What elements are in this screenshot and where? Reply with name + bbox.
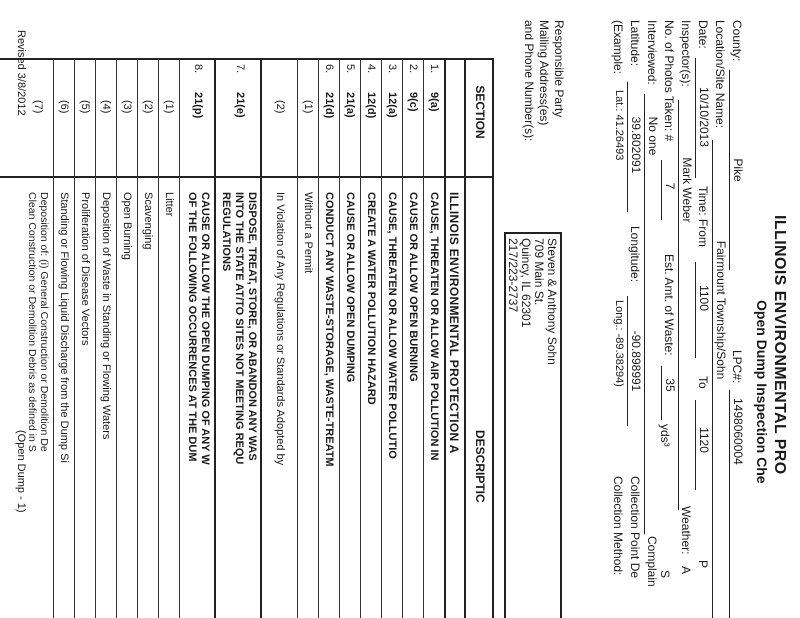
row-number: 1. [428, 64, 440, 74]
date-label: Date: [696, 20, 710, 49]
county-label: County: [730, 20, 744, 62]
location-label: Location/Site Name: [713, 20, 727, 129]
party-name: Steven & Anthony Sohn [545, 238, 559, 365]
party-label: Responsible Party [552, 20, 566, 118]
row-description: REGULATIONS [220, 192, 232, 272]
lpc-label: LPC#: [730, 350, 744, 384]
longitude-value: -90.898991 [629, 330, 643, 392]
waste-label: Est. Amt. of Waste: [662, 254, 676, 356]
interviewed-label: Interviewed: [645, 20, 659, 85]
party-phone: 217/223-2737 [506, 238, 520, 313]
section-column-header: SECTION [473, 85, 487, 139]
time-to-value: 1120 [697, 427, 711, 453]
row-description: Open Burning [121, 192, 133, 260]
row-subsection: (5) [79, 100, 91, 114]
row-description: CAUSE, THREATEN OR ALLOW AIR POLLUTION IN [428, 192, 440, 461]
row-section: 21(e) [234, 92, 246, 118]
example-long: Long.: -89.38294) [613, 300, 625, 387]
row-number: 2. [407, 64, 419, 74]
mailing-label: Mailing Address(es) [537, 20, 551, 126]
collection-point-label: Collection Point De [628, 476, 642, 579]
form-id: (Open Dump - 1) [15, 430, 27, 513]
time-from-value: 1100 [697, 285, 711, 311]
row-number: 4. [365, 64, 377, 74]
latitude-label: Latitude: [628, 20, 642, 67]
s-fragment: S [658, 570, 672, 579]
row-description: Deposition of: (i) General Construction or Demolition De [38, 192, 50, 452]
row-description: CONDUCT ANY WASTE-STORAGE, WASTE-TREATM [323, 192, 335, 467]
row-number: 5. [344, 64, 356, 74]
inspector-value: Mark Weber [680, 157, 694, 223]
row-description: Proliferation of Disease Vectors [79, 192, 91, 346]
interviewed-value: No one [646, 116, 660, 156]
county-value: Pike [731, 158, 745, 182]
row-subsection: (3) [121, 100, 133, 114]
time-from-label: Time: From [696, 186, 710, 247]
row-description: Standing or Flowing Liquid Discharge from the Dump Si [58, 192, 70, 463]
party-city: Quincy, IL 62301 [519, 238, 533, 328]
row-subsection: (4) [100, 100, 112, 114]
row-description: Without a Permit [302, 192, 314, 274]
example-lat: Lat.: 41.26493 [613, 90, 625, 161]
weather-fragment: A [679, 566, 693, 575]
lpc-value: 1498060004 [731, 398, 745, 465]
form-subtitle: Open Dump Inspection Che [754, 300, 770, 484]
revised-date: Revised 3/8/2012 [15, 30, 27, 116]
description-column-header: DESCRIPTIC [473, 430, 487, 503]
complain-fragment: Complain [645, 536, 659, 587]
inspector-label: Inspector(s): [679, 20, 693, 87]
phone-label: and Phone Number(s): [522, 20, 536, 142]
row-number: 6. [323, 64, 335, 74]
row-description: INTO THE STATE AT/TO SITES NOT MEETING REQU [233, 192, 245, 465]
time-to-label: To [696, 376, 710, 389]
yds-label: yds³ [658, 424, 672, 447]
photos-value: 7 [663, 182, 677, 190]
row-description: Clean Construction or Demolition Debris as defined in S [26, 192, 38, 452]
row-section: 21(d) [323, 92, 335, 119]
row-description: In Violation of Any Regulations or Standards Adopted by [274, 192, 286, 466]
row-description: CAUSE, THREATEN OR ALLOW WATER POLLUTIO [386, 192, 398, 459]
row-section: 12(a) [386, 92, 398, 118]
row-description: Deposition of Waste in Standing or Flowing Waters [100, 192, 112, 440]
row-description: CAUSE OR ALLOW THE OPEN DUMPING OF ANY W [199, 192, 211, 465]
row-subsection: (2) [274, 100, 286, 114]
row-subsection: (2) [142, 100, 154, 114]
row-subsection: (1) [163, 100, 175, 114]
form-title: ILLINOIS ENVIRONMENTAL PRO [771, 215, 788, 475]
location-value: Fairmount Township/Sohn [714, 240, 728, 380]
row-description: Litter [163, 192, 175, 217]
row-section: 21(a) [344, 92, 356, 118]
latitude-value: 39.802091 [629, 116, 643, 174]
row-subsection: (7) [32, 100, 44, 114]
row-number: 8. [192, 64, 204, 74]
longitude-label: Longitude: [628, 226, 642, 283]
row-subsection: (6) [58, 100, 70, 114]
row-number: 3. [386, 64, 398, 74]
row-section: 9(c) [407, 92, 419, 112]
date-value: 10/10/2013 [697, 86, 711, 148]
row-number: 7. [234, 64, 246, 74]
p-fragment: P [696, 560, 710, 569]
party-address: 709 Main St. [532, 238, 546, 306]
example-label: (Example: [611, 20, 625, 75]
row-subsection: (1) [302, 100, 314, 114]
photos-label: No. of Photos Taken: # [662, 20, 676, 142]
row-description: OF THE FOLLOWING OCCURRENCES AT THE DUM [186, 192, 198, 462]
row-description: DISPOSE, TREAT, STORE, OR ABANDON ANY WAS [246, 192, 258, 461]
waste-value: 35 [663, 378, 677, 392]
row-section: 9(a) [428, 92, 440, 112]
row-description: Scavenging [142, 192, 154, 250]
row-description: CAUSE OR ALLOW OPEN DUMPING [344, 192, 356, 383]
row-section: 21(p) [192, 92, 204, 119]
weather-label: Weather: [679, 506, 693, 555]
row-description: CAUSE OR ALLOW OPEN BURNING [407, 192, 419, 382]
row-section: 12(d) [365, 92, 377, 119]
agency-row: ILLINOIS ENVIRONMENTAL PROTECTION A [447, 192, 461, 454]
row-description: CREATE A WATER POLLUTION HAZARD [365, 192, 377, 405]
collection-method-label: Collection Method: [611, 476, 625, 576]
